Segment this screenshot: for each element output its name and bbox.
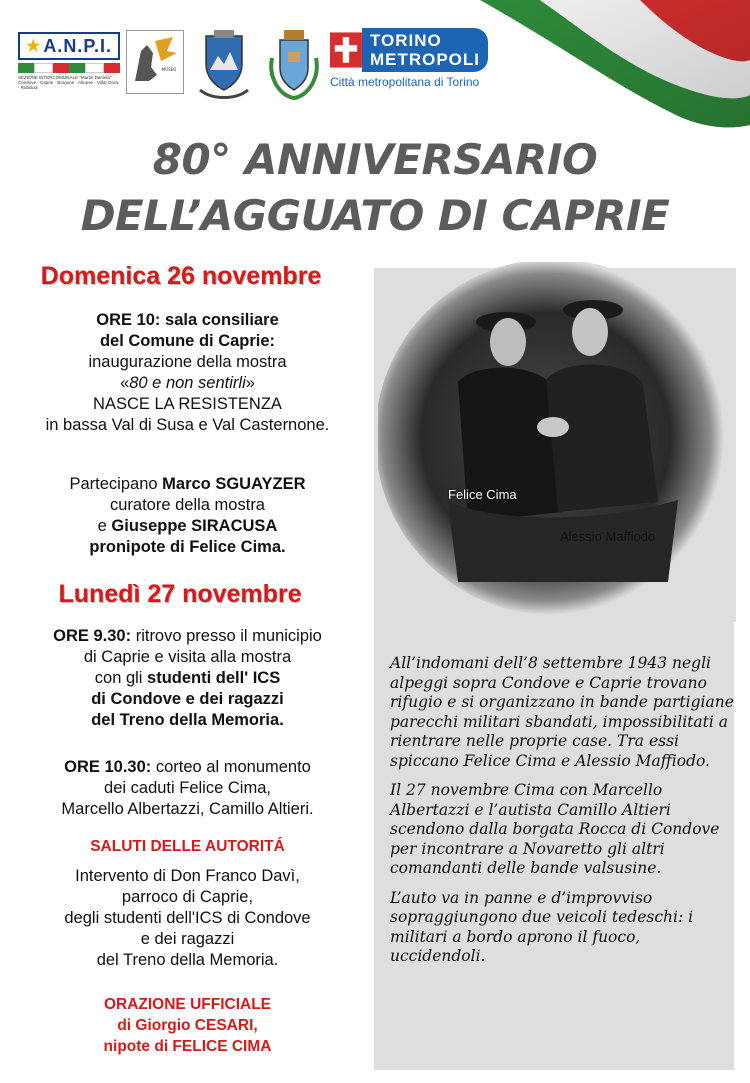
official-oration: ORAZIONE UFFICIALE di Giorgio CESARI, nipote di FELICE CIMA (103, 996, 272, 1055)
caprie-crest (196, 30, 252, 104)
historical-account: All’indomani dell’8 settembre 1943 negli alpeggi sopra Condove e Caprie trovano rifugio e si organizzano in bande partigiane parecchi militari sbandati, impossibilitati a rientrare nelle proprie case. Tra essi spiccano Felice Cima e Alessio Maffiodo. Il 27 novembre Cima con Marcello Albertazzi e l’autista Camillo Altieri scendono dalla borgata Rocca di Condove per incontrare a Novaretto gli altri comandanti delle bande valsusine. L’auto va in panne e d’improvviso sopraggiungono due veicoli tedeschi: i militari a bordo aprono il fuoco, uccidendoli. (390, 654, 734, 965)
museo-resistenza-logo (126, 30, 184, 94)
interventions: Intervento di Don Franco Davì, parroco di Caprie, degli studenti dell'ICS di Condove e dei ragazzi del Treno della Memoria. (64, 867, 311, 969)
anpi-logo: ★ A.N.P.I. SEZIONE INTERCOMUNALE "Martiri Daniela" Condove · Caprie · Borgone · Almese · Villar Dora · Rubiana (18, 32, 120, 90)
day1-event1: ORE 10: sala consiliare del Comune di Caprie: inaugurazione della mostra «80 e non sentirli» NASCE LA RESISTENZA in bassa Val di Susa e Val Casternone. (45, 311, 330, 434)
caption-alessio-maffiodo: Alessio Maffiodo (560, 529, 656, 544)
condove-crest (266, 28, 322, 104)
logo-strip (18, 22, 488, 112)
shield-icon (330, 28, 362, 72)
historic-photo (378, 262, 736, 622)
day1-heading: Domenica 26 novembre (40, 262, 322, 290)
day2-event1: ORE 9.30: ritrovo presso il municipio di Caprie e visita alla mostra con gli studenti dell' ICS di Condove e dei ragazzi del Treno della Memoria. (53, 627, 322, 729)
star-icon: ★ (25, 38, 42, 55)
day1-participants: Partecipano Marco SGUAYZER curatore della mostra e Giuseppe SIRACUSA pronipote di Felice Cima. (69, 475, 306, 556)
museo-logo-text: MUSEO (161, 67, 177, 72)
caption-felice-cima: Felice Cima (448, 487, 517, 502)
page-title: 80° ANNIVERSARIO DELL’AGGUATO DI CAPRIE (80, 135, 670, 240)
saluti-heading: SALUTI DELLE AUTORITÁ (90, 838, 285, 855)
torino-metropoli-logo: TORINO METROPOLI Città metropolitana di Torino (330, 28, 488, 90)
day2-event2: ORE 10.30: corteo al monumento dei caduti Felice Cima, Marcello Albertazzi, Camillo Altieri. (61, 758, 314, 818)
day2-heading: Lunedì 27 novembre (58, 580, 302, 608)
